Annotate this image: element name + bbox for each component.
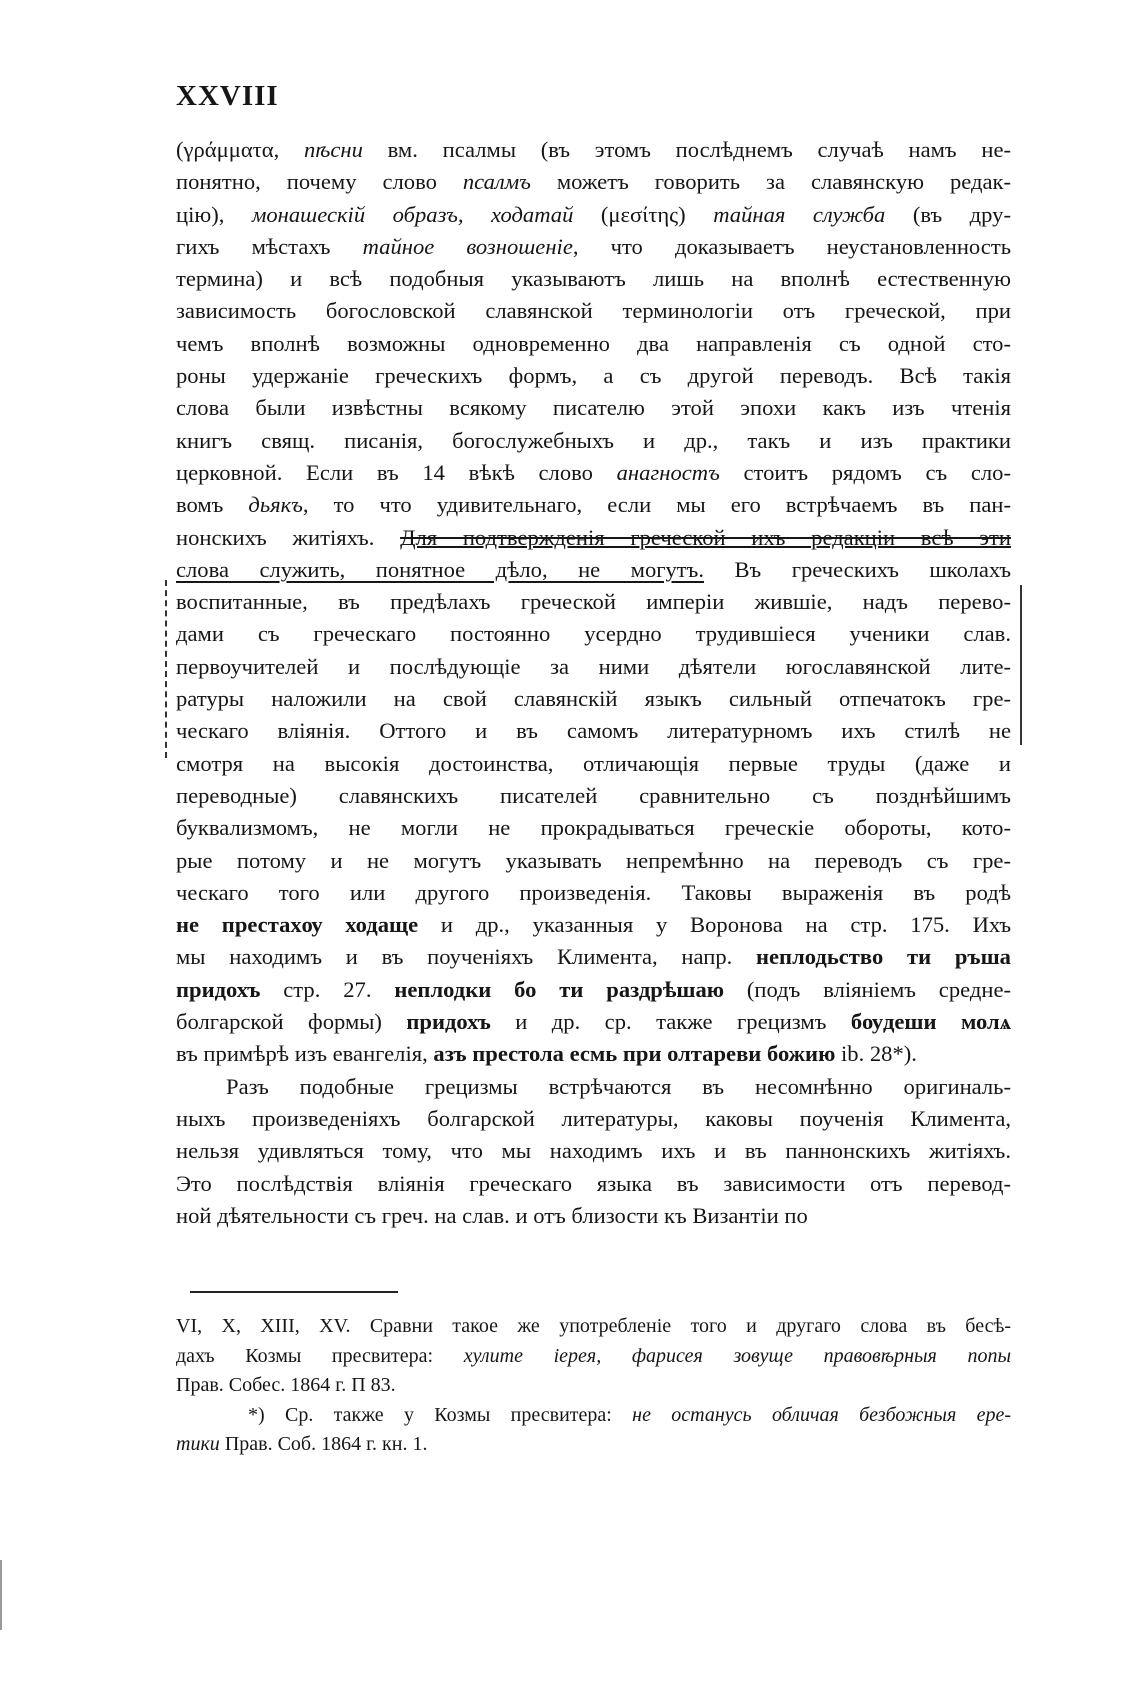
footnote-segment: Прав. Соб. 1864 г. кн. 1. [219, 1433, 428, 1455]
body-line [176, 392, 1011, 424]
body-segment: тайная служба [713, 201, 886, 227]
body-line [176, 1200, 1011, 1232]
body-segment: термина) и всѣ подобныя указываютъ лишь на вполнѣ естественную [176, 266, 1011, 292]
body-segment: ратуры наложили на свой славянскій языкъ сильный отпечатокъ гре- [176, 686, 1011, 712]
page-number: XXVIII [176, 80, 279, 112]
body-segment: мы находимъ и въ поученіяхъ Климента, напр. [176, 944, 757, 970]
body-segment: ныхъ произведеніяхъ болгарской литературы, каковы поученія Климента, [176, 1105, 1011, 1131]
body-line [176, 909, 1011, 941]
body-segment: буквализмомъ, не могли не прокрадываться греческіе обороты, кото- [176, 815, 1011, 841]
body-segment: пѣсни [304, 137, 363, 162]
body-line [176, 360, 1011, 392]
footnote-segment: хулите іерея, фарисея зовуще правовѣрныя попы [463, 1344, 1012, 1367]
body-segment: Это послѣдствія вліянія греческаго языка въ зависимости отъ перевод- [176, 1170, 1011, 1196]
body-segment: (подъ вліяніемъ средне- [724, 976, 1011, 1002]
footnote-segment: Прав. Собес. 1864 г. П 83. [176, 1374, 396, 1396]
body-line [176, 974, 1011, 1006]
body-line [176, 263, 1011, 295]
body-line [176, 1103, 1011, 1135]
body-line [176, 941, 1011, 973]
body-segment: стоитъ рядомъ съ сло- [719, 459, 1011, 485]
body-segment: азъ престола есмь при олтареви божию [433, 1041, 836, 1067]
body-line [176, 457, 1011, 489]
margin-mark-right [1020, 585, 1022, 745]
footnote-line [176, 1312, 1011, 1342]
body-line [176, 1071, 1011, 1103]
body-segment: (въ дру- [885, 201, 1011, 227]
footnote-line [176, 1430, 1011, 1460]
body-segment: (γράμματα, [176, 137, 304, 162]
body-segment: можетъ говорить за славянскую редак- [530, 169, 1011, 195]
body-segment: переводные) славянскихъ писателей сравнительно съ позднѣйшимъ [176, 782, 1011, 808]
body-segment: неплодьство ти ръша [756, 944, 1011, 970]
body-segment: смотря на высокія достоинства, отличающія первые труды (даже и [176, 750, 1011, 776]
footnote-segment: дахъ Козмы пресвитера: [176, 1344, 464, 1367]
body-segment: бѹдеши молѧ [850, 1009, 1012, 1035]
body-line [176, 166, 1011, 198]
footnote-line [176, 1371, 1011, 1401]
body-segment: Въ греческихъ школахъ [704, 556, 1012, 582]
body-line [176, 748, 1011, 780]
body-line [176, 328, 1011, 360]
footnote-segment: *) Ср. также у Козмы пресвитера: [248, 1403, 633, 1426]
body-line [176, 683, 1011, 715]
body-segment: первоучителей и послѣдующіе за ними дѣятели югославянской лите- [176, 653, 1011, 679]
body-segment: анагностъ [616, 459, 720, 485]
body-line [176, 1006, 1011, 1038]
body-segment: не престахѹ ходаще [176, 912, 419, 938]
body-segment: рые потому и не могутъ указывать непремѣнно на переводъ съ гре- [176, 847, 1011, 873]
body-segment: дами съ греческаго постоянно усердно трудившіеся ученики слав. [176, 621, 1011, 647]
body-segment: тайное возношеніе [362, 233, 573, 259]
footnote-rule [190, 1291, 398, 1293]
body-segment: нельзя удивляться тому, что мы находимъ ихъ и въ паннонскихъ житіяхъ. [176, 1138, 1011, 1164]
body-segment: Разъ подобные грецизмы встрѣчаются въ несомнѣнно оригиналь- [226, 1073, 1011, 1099]
body-segment: и др., указанныя у Воронова на стр. 175. Ихъ [418, 912, 1012, 938]
footnote-line [176, 1401, 1011, 1431]
body-line [176, 554, 1011, 586]
body-segment: Для подтвержденія греческой ихъ редакціи всѣ эти [400, 524, 1011, 550]
body-segment: чемъ вполнѣ возможны одновременно два направленія съ одной сто- [176, 330, 1011, 356]
body-line [176, 845, 1011, 877]
footnotes [176, 1312, 1011, 1460]
body-line [176, 199, 1011, 231]
footnote-segment: VI, X, XIII, XV. Сравни такое же употребленіе того и другаго слова въ бесѣ- [176, 1315, 1011, 1337]
body-line [176, 231, 1011, 263]
body-segment: и др. ср. также грецизмъ [490, 1009, 851, 1035]
body-segment: , то что удивительнаго, если мы его встрѣчаемъ въ пан- [302, 492, 1011, 518]
body-line [176, 877, 1011, 909]
body-segment: гихъ мѣстахъ [176, 233, 363, 259]
body-line [176, 425, 1011, 457]
body-line [176, 1135, 1011, 1167]
main-text [176, 134, 1011, 1232]
body-line [176, 522, 1011, 554]
body-segment: ческаго того или другого произведенія. Таковы выраженія въ родѣ [176, 879, 1011, 905]
body-line [176, 618, 1011, 650]
body-segment: понятно, почему слово [176, 169, 463, 195]
body-segment: ческаго вліянія. Оттого и въ самомъ литературномъ ихъ стилѣ не [176, 718, 1011, 744]
body-segment: неплодки бо ти раздрѣшаю [394, 976, 725, 1002]
body-segment: ной дѣятельности съ греч. на слав. и отъ близости къ Византіи по [176, 1202, 808, 1228]
body-segment: дьякъ [248, 492, 303, 518]
body-segment: придохъ [176, 976, 261, 1002]
body-segment: вм. псалмы (въ этомъ послѣднемъ случаѣ намъ не- [362, 137, 1011, 162]
margin-mark-left [165, 580, 167, 758]
body-segment: вомъ [176, 492, 249, 518]
footnote-line [176, 1342, 1011, 1372]
body-segment: (μεσίτης) [573, 201, 714, 227]
footnote-segment: тики [176, 1433, 220, 1455]
body-line [176, 1038, 1011, 1070]
body-segment: нонскихъ житіяхъ. [176, 524, 401, 550]
body-segment: монашескій образъ, ходатай [251, 201, 574, 227]
body-segment: стр. 27. [260, 976, 395, 1002]
body-line [176, 586, 1011, 618]
body-segment: цію), [176, 201, 252, 227]
body-line [176, 1168, 1011, 1200]
body-segment: въ примѣрѣ изъ евангелія, [176, 1041, 434, 1067]
body-segment: слова служить, понятное дѣло, не могутъ. [176, 556, 705, 582]
scan-edge-mark [0, 1560, 2, 1630]
body-segment: псалмъ [462, 169, 531, 195]
body-segment: слова были извѣстны всякому писателю этой эпохи какъ изъ чтенія [176, 395, 1011, 421]
body-segment: ib. 28*). [835, 1041, 917, 1067]
body-segment: воспитанные, въ предѣлахъ греческой имперіи жившіе, надъ перево- [176, 589, 1011, 615]
body-segment: роны удержаніе греческихъ формъ, а съ другой переводъ. Всѣ такія [176, 363, 1011, 389]
body-line [176, 780, 1011, 812]
body-segment: болгарской формы) [176, 1009, 407, 1035]
body-segment: , что доказываетъ неустановленность [572, 233, 1011, 259]
body-segment: зависимость богословской славянской терминологіи отъ греческой, при [176, 298, 1011, 324]
body-line [176, 295, 1011, 327]
body-line [176, 134, 1011, 166]
body-line [176, 715, 1011, 747]
body-segment: книгъ свящ. писанія, богослужебныхъ и др., такъ и изъ практики [176, 427, 1011, 453]
body-line [176, 489, 1011, 521]
body-segment: придохъ [406, 1009, 491, 1035]
body-line [176, 812, 1011, 844]
body-line [176, 651, 1011, 683]
body-segment: церковной. Если въ 14 вѣкѣ слово [176, 459, 617, 485]
footnote-segment: не останусь обличая безбожныя ере- [632, 1403, 1011, 1426]
